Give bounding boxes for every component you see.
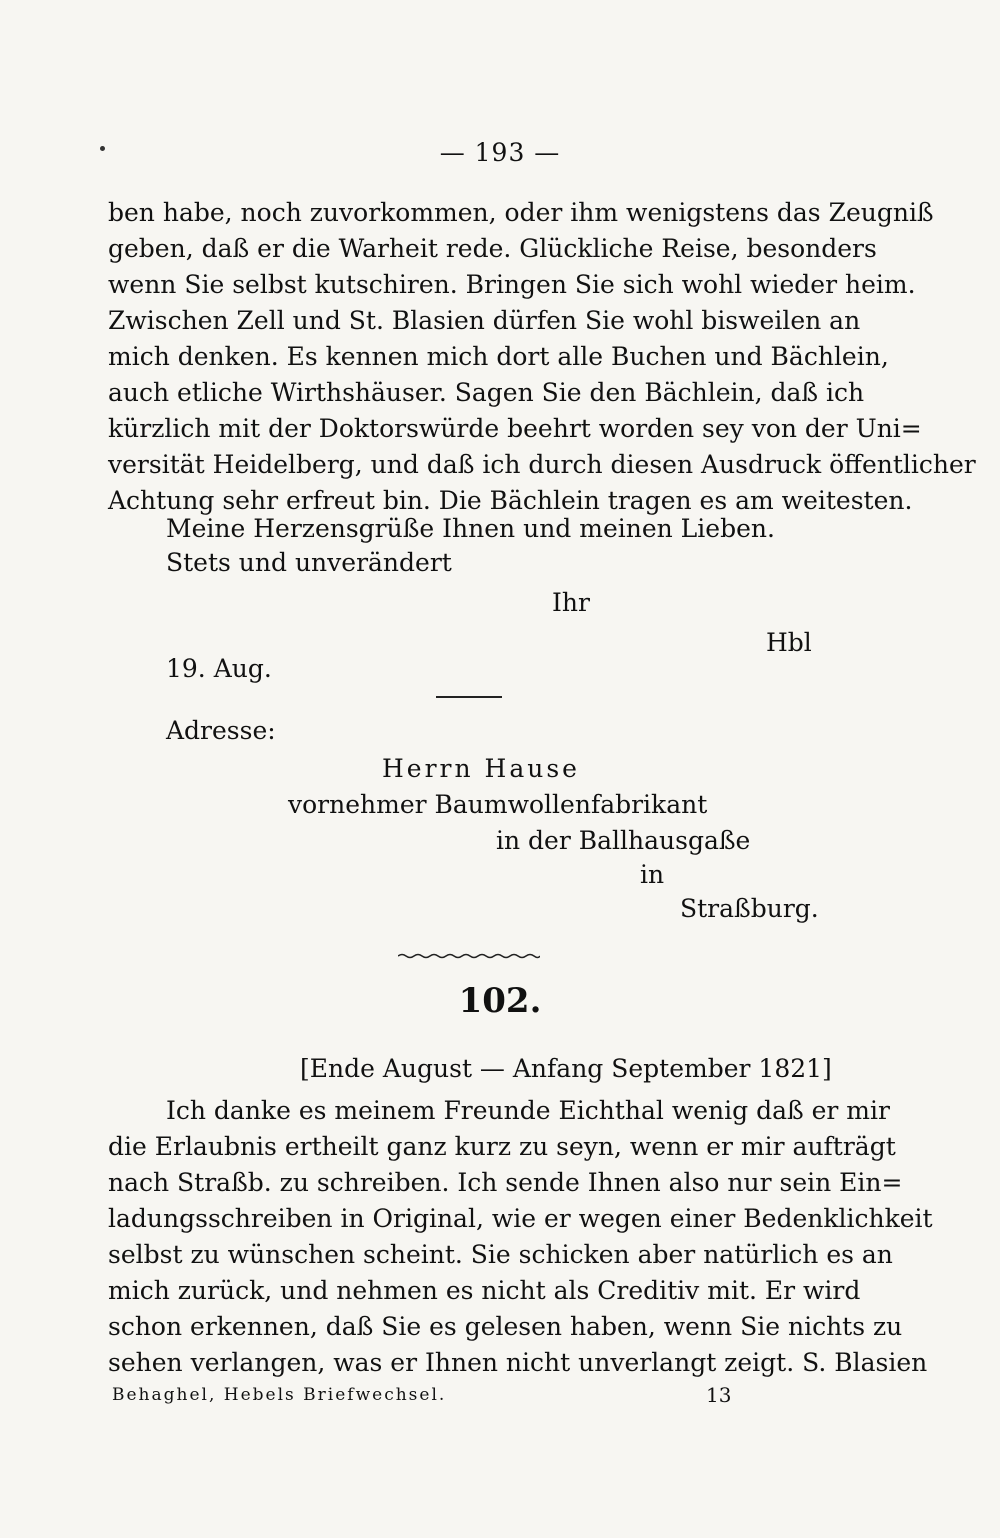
text-line: schon erkennen, daß Sie es gelesen haben, wenn Sie nichts zu xyxy=(108,1312,903,1341)
page-number: — 193 — xyxy=(439,138,561,167)
closing-line: Stets und unverändert xyxy=(166,548,452,577)
text-line: versität Heidelberg, und daß ich durch diesen Ausdruck öffentlicher xyxy=(108,450,976,479)
letter-date-header: [Ende August — Anfang September 1821] xyxy=(300,1054,832,1083)
signature: Hbl xyxy=(766,628,812,657)
text-line: auch etliche Wirthshäuser. Sagen Sie den Bächlein, daß ich xyxy=(108,378,865,407)
ihr-line: Ihr xyxy=(552,588,590,617)
address-title: vornehmer Baumwollenfabrikant xyxy=(288,790,708,819)
text-line: geben, daß er die Warheit rede. Glückliche Reise, besonders xyxy=(108,234,877,263)
letter-date-short: 19. Aug. xyxy=(166,654,272,683)
text-line: nach Straßb. zu schreiben. Ich sende Ihnen also nur sein Ein= xyxy=(108,1168,903,1197)
footer-book-title: Behaghel, Hebels Briefwechsel. xyxy=(112,1385,447,1405)
address-city: Straßburg. xyxy=(680,894,819,923)
text-line: kürzlich mit der Doktorswürde beehrt worden sey von der Uni= xyxy=(108,414,922,443)
text-line: ben habe, noch zuvorkommen, oder ihm wenigstens das Zeugniß xyxy=(108,198,934,227)
text-line: mich zurück, und nehmen es nicht als Creditiv mit. Er wird xyxy=(108,1276,861,1305)
text-line: Zwischen Zell und St. Blasien dürfen Sie wohl bisweilen an xyxy=(108,306,861,335)
text-line: selbst zu wünschen scheint. Sie schicken aber natürlich es an xyxy=(108,1240,893,1269)
separator-rule xyxy=(436,696,502,698)
address-label: Adresse: xyxy=(166,716,276,745)
greeting-line: Meine Herzensgrüße Ihnen und meinen Lieben. xyxy=(166,514,775,543)
address-in: in xyxy=(640,860,665,889)
letter-number: 102. xyxy=(458,981,542,1021)
text-line: wenn Sie selbst kutschiren. Bringen Sie sich wohl wieder heim. xyxy=(108,270,916,299)
text-line: ladungsschreiben in Original, wie er wegen einer Bedenklichkeit xyxy=(108,1204,933,1233)
text-line: Ich danke es meinem Freunde Eichthal wenig daß er mir xyxy=(166,1096,890,1125)
text-line: mich denken. Es kennen mich dort alle Buchen und Bächlein, xyxy=(108,342,889,371)
text-line: sehen verlangen, was er Ihnen nicht unverlangt zeigt. S. Blasien xyxy=(108,1348,928,1377)
text-line: Achtung sehr erfreut bin. Die Bächlein tragen es am weitesten. xyxy=(108,486,913,515)
address-street: in der Ballhausgaße xyxy=(496,826,751,855)
text-line: die Erlaubnis ertheilt ganz kurz zu seyn, wenn er mir aufträgt xyxy=(108,1132,896,1161)
address-name: Herrn Hause xyxy=(382,754,580,783)
wave-separator xyxy=(398,953,540,959)
footer-signature-mark: 13 xyxy=(706,1383,732,1407)
